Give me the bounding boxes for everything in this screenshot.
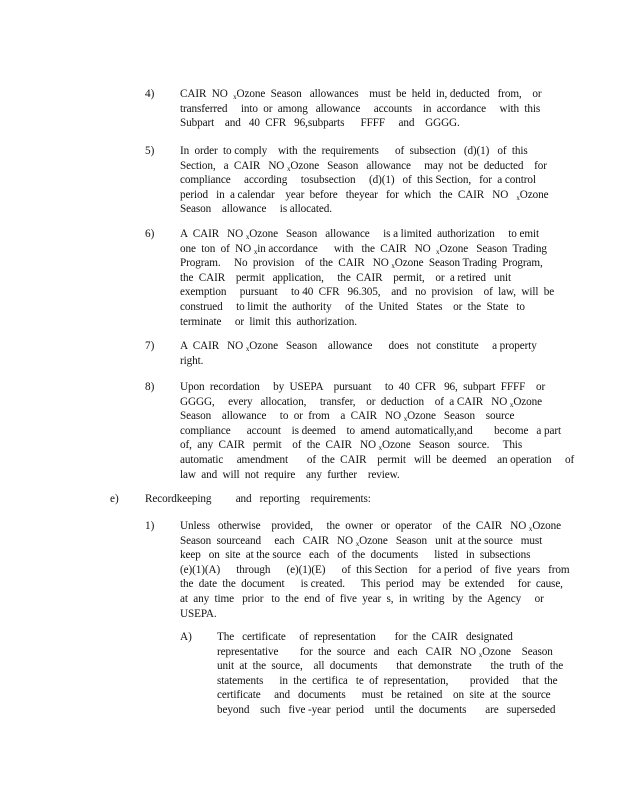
text-line: right. bbox=[180, 354, 204, 367]
text-line: Section, a CAIR NO $_x$Ozone Season allowance may not be deducted for bbox=[180, 159, 547, 173]
text-line: (e)(1)(A) through (e)(1)(E) of this Section for a period of five years from bbox=[180, 563, 570, 576]
text-line: A CAIR NO $_x$Ozone Season allowance is a limited authorization to emit bbox=[180, 228, 539, 241]
text-line: representative for the source and each CAIR NO $_x$Ozone Season bbox=[217, 645, 553, 659]
paragraph-text bbox=[180, 87, 542, 131]
section-title bbox=[145, 492, 371, 507]
text-line: beyond such five -year period until the documents are superseded bbox=[217, 703, 556, 716]
paragraph-text bbox=[180, 227, 554, 329]
text-line: statements in the certifica te of representation, provided that the bbox=[217, 674, 558, 687]
text-line: Season sourceand each CAIR NO $_x$Ozone Season unit at the source must bbox=[180, 534, 543, 548]
text-line: one ton of NO $_x$in accordance with the CAIR NO $_x$Ozone Season Trading bbox=[180, 242, 547, 256]
text-line: law and will not require any further review. bbox=[180, 468, 400, 481]
paragraph-text bbox=[180, 519, 569, 621]
text-line: compliance account is deemed to amend automatically,and become a part bbox=[180, 424, 561, 437]
text-line: CAIR NO $_x$Ozone Season allowances must be held in, deducted from, or bbox=[180, 88, 542, 101]
paragraph-number: 4) bbox=[145, 88, 155, 100]
text-line: unit at the source, all documents that demonstrate the truth of the bbox=[217, 660, 564, 673]
text-line: Program. No provision of the CAIR NO $_x$Ozone Season Trading Program, bbox=[180, 257, 543, 271]
text-line: the date the document is created. This period may be extended for cause, bbox=[180, 578, 563, 591]
paragraph-text bbox=[217, 630, 563, 718]
paragraph-text bbox=[180, 144, 548, 217]
text-line: Season allowance is allocated. bbox=[180, 203, 332, 216]
text-line: transferred into or among allowance accounts in accordance with this bbox=[180, 102, 541, 115]
text-line: A CAIR NO $_x$Ozone Season allowance does not constitute a property bbox=[180, 340, 537, 353]
text-line: keep on site at the source each of the documents listed in subsections bbox=[180, 549, 531, 562]
text-line: at any time prior to the end of five year s, in writing by the Agency or bbox=[180, 592, 544, 605]
text-line: Season allowance to or from a CAIR NO $_x$Ozone Season source bbox=[180, 410, 515, 424]
paragraph-number: 8) bbox=[145, 381, 155, 393]
text-line: Recordkeeping and reporting requirements: bbox=[145, 493, 371, 505]
text-line: Upon recordation by USEPA pursuant to 40 CFR 96, subpart FFFF or bbox=[180, 381, 546, 393]
text-line: Subpart and 40 CFR 96,subparts FFFF and GGGG. bbox=[180, 117, 460, 130]
text-line: certificate and documents must be retained on site at the source bbox=[217, 689, 551, 702]
text-line: USEPA. bbox=[180, 607, 217, 620]
text-line: Unless otherwise provided, the owner or operator of the CAIR NO $_x$Ozone bbox=[180, 520, 562, 533]
text-line: construed to limit the authority of the United States or the State to bbox=[180, 300, 525, 313]
text-line: The certificate of representation for the CAIR designated bbox=[217, 631, 513, 643]
section-letter: e) bbox=[110, 493, 119, 505]
text-line: of, any CAIR permit of the CAIR NO $_x$Ozone Season source. This bbox=[180, 439, 523, 453]
text-line: compliance according tosubsection (d)(1) of this Section, for a control bbox=[180, 174, 536, 187]
paragraph-number: 6) bbox=[145, 228, 155, 240]
subparagraph-letter: A) bbox=[180, 631, 192, 643]
paragraph-number: 1) bbox=[145, 520, 155, 532]
paragraph-number: 5) bbox=[145, 145, 155, 157]
text-line: period in a calendar year before theyear for which the CAIR NO $_x$Ozone bbox=[180, 188, 549, 202]
text-line: automatic amendment of the CAIR permit will be deemed an operation of bbox=[180, 453, 575, 466]
text-line: GGGG, every allocation, transfer, or deduction of a CAIR NO $_x$Ozone bbox=[180, 395, 543, 409]
text-line: exemption pursuant to 40 CFR 96.305, and no provision of law, will be bbox=[180, 286, 555, 299]
text-line: the CAIR permit application, the CAIR permit, or a retired unit bbox=[180, 271, 511, 284]
paragraph-number: 7) bbox=[145, 340, 155, 352]
text-line: In order to comply with the requirements of subsection (d)(1) of this bbox=[180, 145, 528, 157]
paragraph-text bbox=[180, 339, 537, 368]
paragraph-text bbox=[180, 380, 574, 482]
text-line: terminate or limit this authorization. bbox=[180, 315, 357, 328]
